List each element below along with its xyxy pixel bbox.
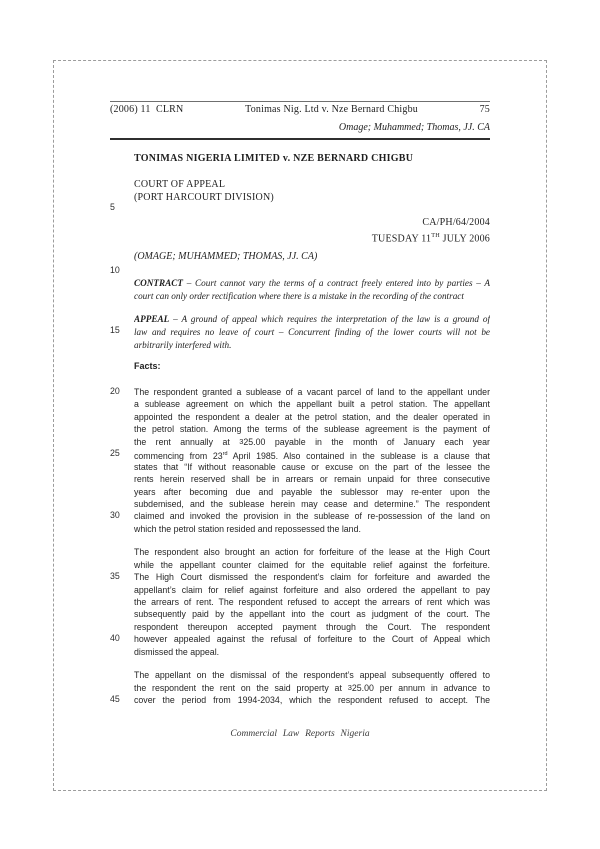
margin-line-number: 40 xyxy=(110,633,120,643)
text-run: CONTRACT xyxy=(134,278,184,288)
text-line xyxy=(134,682,490,694)
text-line xyxy=(134,486,490,498)
footer-imprint: Commercial Law Reports Nigeria xyxy=(230,729,370,739)
text-line xyxy=(134,339,490,352)
hearing-date-prefix: TUESDAY 11 xyxy=(371,233,432,245)
court-block xyxy=(134,178,274,204)
hearing-date xyxy=(110,229,490,245)
paragraph xyxy=(134,277,490,303)
text-run: however appealed against the refusal of forfeiture to the Court of Appeal which xyxy=(134,634,490,645)
header-top-rule xyxy=(110,101,490,102)
text-line xyxy=(134,313,490,326)
text-run: appointed the respondent a dealer at the petrol station, and the dealer operated in xyxy=(134,411,490,422)
text-line xyxy=(134,326,490,339)
text-line xyxy=(134,461,490,473)
text-run: while the appellant counter claimed for the equitable relief against the forfeiture. xyxy=(134,559,490,570)
text-line xyxy=(134,669,490,681)
text-run: claimed and invoked the provision in the sublease of re-possession of the land on xyxy=(134,511,490,522)
facts-heading: Facts: xyxy=(134,361,161,371)
paragraph xyxy=(134,313,490,352)
superscript-text: rd xyxy=(222,451,228,458)
text-line xyxy=(134,290,490,303)
text-run: the arrears of rent. The respondent refused to accept the arrears of rent which was xyxy=(134,597,490,607)
coram-line: (OMAGE; MUHAMMED; THOMAS, JJ. CA) xyxy=(134,251,318,262)
text-run: the petrol station. Among the terms of the sublease agreement is the payment of xyxy=(134,424,490,435)
text-line xyxy=(134,694,490,706)
citation: (2006) 11 CLRN xyxy=(110,104,184,115)
text-line xyxy=(134,584,490,596)
margin-line-number: 5 xyxy=(110,202,115,212)
text-line xyxy=(134,423,490,435)
facts-body xyxy=(134,386,490,718)
margin-line-number: 25 xyxy=(110,448,120,458)
text-run: APPEAL xyxy=(134,314,170,324)
court-division: (PORT HARCOURT DIVISION) xyxy=(134,192,274,203)
text-line xyxy=(134,448,490,460)
text-run: years after becoming due and payable the sublessor may re-enter upon the xyxy=(134,486,490,497)
text-run: 25.00 per annum in advance to xyxy=(351,682,490,693)
text-line xyxy=(134,621,490,633)
text-line xyxy=(134,398,490,410)
paragraph xyxy=(134,546,490,658)
running-case-title: Tonimas Nig. Ltd v. Nze Bernard Chigbu xyxy=(245,104,418,115)
currency-figure: 3 xyxy=(239,436,244,446)
text-line xyxy=(134,277,490,290)
text-line xyxy=(134,523,490,535)
margin-line-number: 45 xyxy=(110,694,120,704)
text-line xyxy=(134,473,490,485)
text-run: The High Court dismissed the respondent’s claim for forfeiture and awarded the xyxy=(134,572,490,583)
text-run: April 1985. Also contained in the sublease is a clause that xyxy=(227,451,490,461)
text-run: – A ground of appeal which requires the interpretation of the law is a ground of xyxy=(169,314,490,324)
currency-figure: 3 xyxy=(347,682,352,692)
text-line xyxy=(134,546,490,558)
text-run: rents herein reserved shall be in arrears or remain unpaid for three consecutive xyxy=(134,474,490,485)
text-run: respondent thereupon accepted payment through the Court. The respondent xyxy=(134,621,490,632)
paragraph xyxy=(134,669,490,706)
text-line xyxy=(134,646,490,658)
header-page-number: 75 xyxy=(479,104,490,115)
text-line xyxy=(134,386,490,398)
paragraph xyxy=(134,386,490,535)
margin-line-number: 15 xyxy=(110,325,120,335)
text-run: The respondent also brought an action for forfeiture of the lease at the High Court xyxy=(134,547,490,558)
text-run: cover the period from 1994-2034, which the respondent refused to accept. The xyxy=(134,695,490,706)
margin-line-number: 35 xyxy=(110,571,120,581)
text-run: – Court cannot vary the terms of a contract freely entered into by parties – A xyxy=(183,278,490,288)
text-line xyxy=(134,596,490,608)
text-run: subdemised, and the sublease herein may cease and determine.” The respondent xyxy=(134,498,490,509)
text-run: a sublease agreement on which the appellant built a petrol station. The appellant xyxy=(134,399,490,410)
judges-line: Omage; Muhammed; Thomas, JJ. CA xyxy=(338,122,490,133)
text-run: dismissed the appeal. xyxy=(134,646,220,657)
suit-and-date-block xyxy=(110,216,490,245)
text-run: states that “If without reasonable cause or excuse on the part of the lessee the xyxy=(134,461,490,472)
text-line xyxy=(134,510,490,522)
hearing-date-suffix: JULY 2006 xyxy=(439,233,490,245)
margin-line-number: 20 xyxy=(110,386,120,396)
case-title: TONIMAS NIGERIA LIMITED v. NZE BERNARD CHIGBU xyxy=(134,153,414,164)
text-run: 25.00 payable in the month of January each year xyxy=(243,436,490,447)
suit-number: CA/PH/64/2004 xyxy=(422,217,490,228)
text-run: court can only order rectification where there is a mistake in the recording of the contract xyxy=(134,291,464,301)
text-run: subsequently paid by the appellant into the court as judgment of the court. The xyxy=(134,609,490,620)
catchwords-section xyxy=(134,277,490,362)
text-line xyxy=(134,633,490,645)
text-run: law and requires no leave of court – Concurrent finding of the lower courts will not be xyxy=(134,327,490,337)
text-line xyxy=(134,411,490,423)
text-line xyxy=(134,571,490,583)
text-run: The appellant on the dismissal of the respondent’s appeal subsequently offered to xyxy=(134,670,490,681)
text-run: commencing from 23 xyxy=(134,451,223,461)
text-run: The respondent granted a sublease of a vacant parcel of land to the appellant under xyxy=(134,387,490,397)
text-line xyxy=(134,436,490,448)
hearing-date-ordinal: TH xyxy=(431,232,440,239)
margin-line-number: 30 xyxy=(110,510,120,520)
header-bottom-rule xyxy=(110,138,490,140)
text-line xyxy=(134,498,490,510)
text-run: the rent annually at xyxy=(134,436,240,447)
text-run: arbitrarily interfered with. xyxy=(134,340,232,350)
text-run: appellant’s claim for relief against forfeiture and also ordered the appellant to pay xyxy=(134,584,490,595)
court-name: COURT OF APPEAL xyxy=(134,179,226,190)
text-line xyxy=(134,559,490,571)
margin-line-number: 10 xyxy=(110,265,120,275)
text-line xyxy=(134,608,490,620)
text-run: which the petrol station resided and repossessed the land. xyxy=(134,523,361,534)
text-run: the respondent the rent on the said property at xyxy=(134,682,348,693)
running-header xyxy=(110,104,490,115)
